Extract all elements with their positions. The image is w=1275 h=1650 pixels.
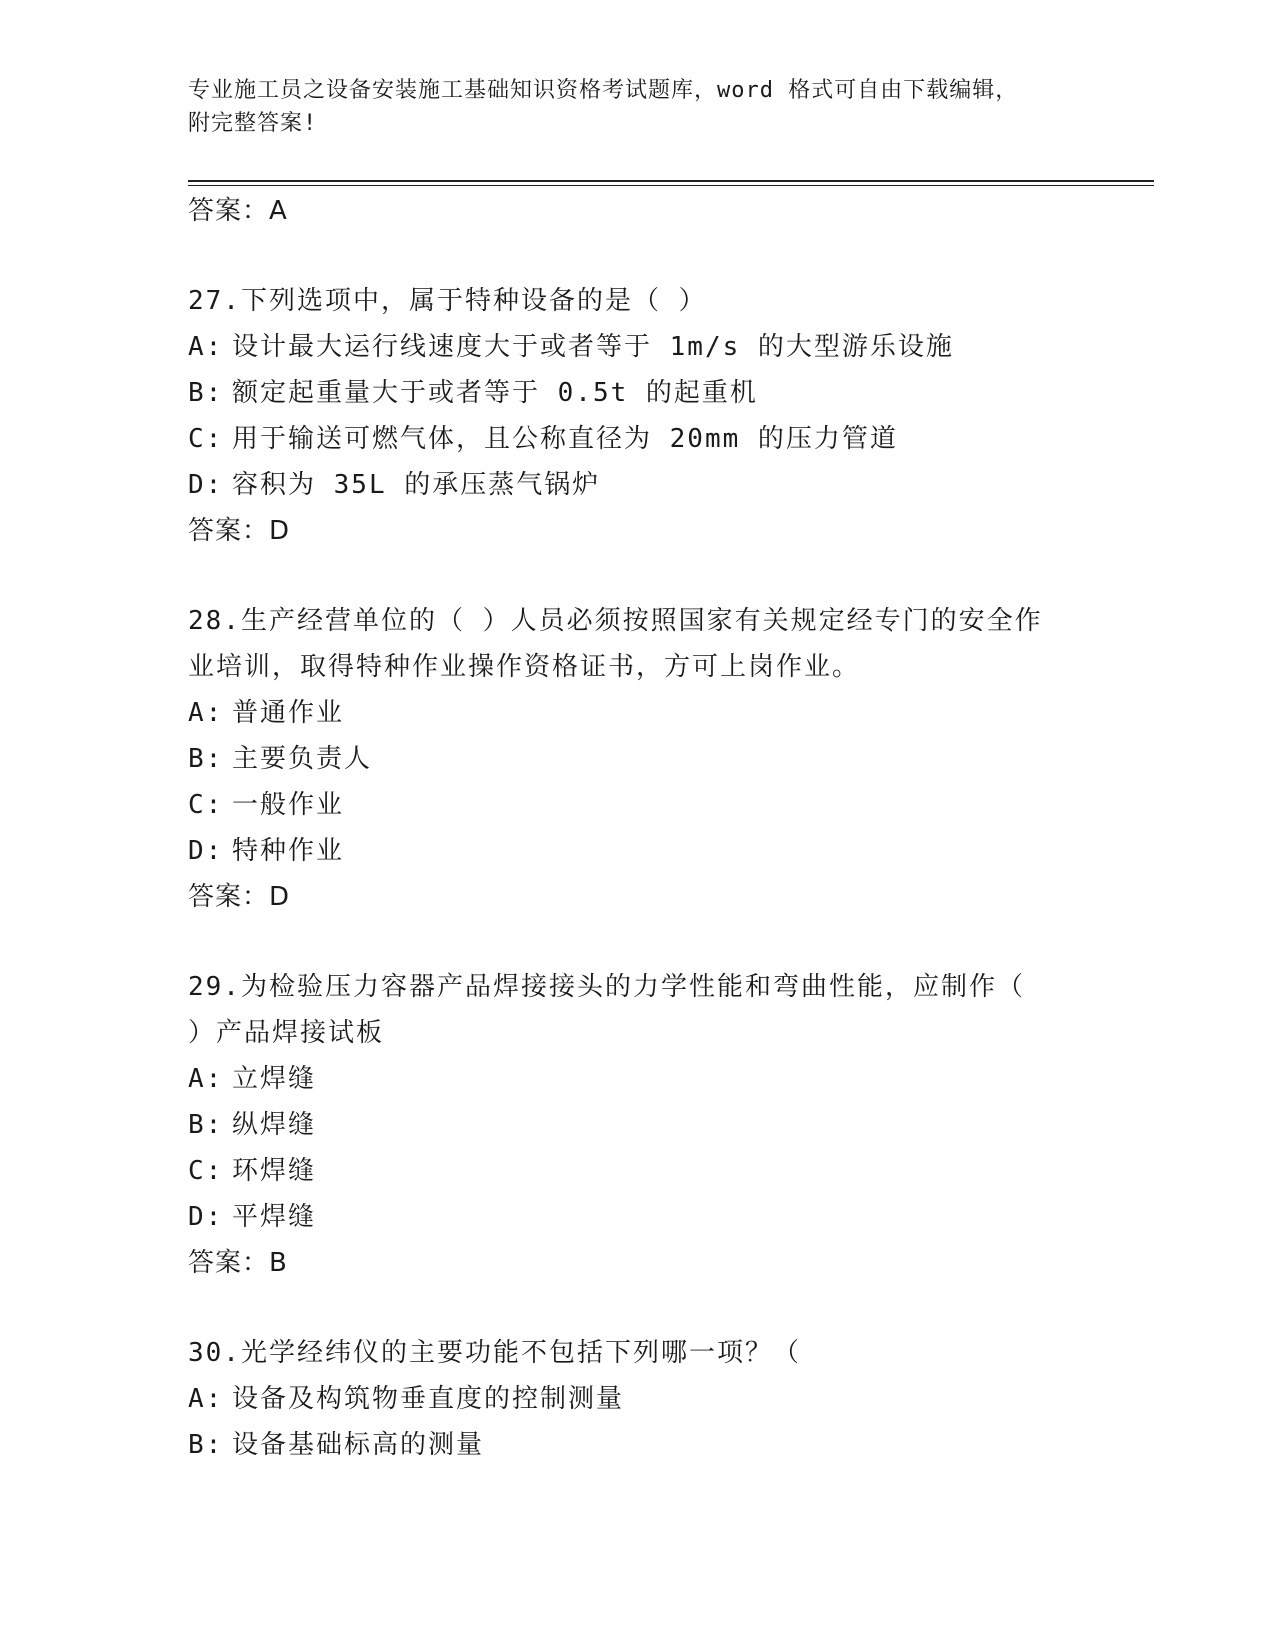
option-b (188, 370, 1088, 416)
option-label: A: (188, 1384, 224, 1414)
question-stem (188, 278, 1088, 324)
previous-answer: 答案：A (188, 196, 288, 226)
header-line-2: 附完整答案! (188, 111, 318, 136)
option-label: B: (188, 744, 224, 774)
option-d (188, 1194, 1088, 1240)
header-line-1: 专业施工员之设备安装施工基础知识资格考试题库，word 格式可自由下载编辑， (188, 78, 1019, 103)
option-a (188, 324, 1088, 370)
question-stem-line: 27.下列选项中，属于特种设备的是（ ） (188, 286, 707, 316)
option-d (188, 828, 1088, 874)
spacer (188, 234, 1088, 278)
document-header (188, 74, 1088, 140)
spacer (188, 554, 1088, 598)
question-stem-line: 28.生产经营单位的（ ）人员必须按照国家有关规定经专门的安全作 (188, 606, 1043, 636)
question-stem-line: 业培训，取得特种作业操作资格证书，方可上岗作业。 (188, 652, 861, 682)
option-text: 设计最大运行线速度大于或者等于 1m/s 的大型游乐设施 (232, 332, 954, 362)
option-label: D: (188, 470, 224, 500)
option-text: 平焊缝 (232, 1202, 317, 1232)
option-text: 普通作业 (232, 698, 345, 728)
option-a (188, 1056, 1088, 1102)
question-stem-line: 30.光学经纬仪的主要功能不包括下列哪一项？（ (188, 1338, 801, 1368)
question-list (188, 188, 1088, 1468)
option-text: 特种作业 (232, 836, 345, 866)
option-label: B: (188, 1430, 224, 1460)
option-b (188, 1102, 1088, 1148)
option-label: A: (188, 1064, 224, 1094)
option-c (188, 782, 1088, 828)
question-29 (188, 964, 1088, 1286)
option-text: 设备基础标高的测量 (232, 1430, 485, 1460)
option-label: D: (188, 836, 224, 866)
question-stem-line: ）产品焊接试板 (188, 1018, 385, 1048)
question-answer: 答案：D (188, 882, 291, 912)
question-stem (188, 1330, 1088, 1376)
option-text: 主要负责人 (232, 744, 373, 774)
option-text: 设备及构筑物垂直度的控制测量 (232, 1384, 625, 1414)
option-label: C: (188, 1156, 224, 1186)
option-a (188, 690, 1088, 736)
question-answer: 答案：B (188, 1248, 288, 1278)
option-text: 环焊缝 (232, 1156, 317, 1186)
question-answer: 答案：D (188, 516, 291, 546)
spacer (188, 920, 1088, 964)
option-label: A: (188, 332, 224, 362)
option-text: 用于输送可燃气体，且公称直径为 20mm 的压力管道 (232, 424, 898, 454)
question-28 (188, 598, 1088, 920)
question-30 (188, 1330, 1088, 1468)
option-label: B: (188, 378, 224, 408)
spacer (188, 1286, 1088, 1330)
option-label: D: (188, 1202, 224, 1232)
question-27 (188, 278, 1088, 554)
option-c (188, 416, 1088, 462)
option-text: 容积为 35L 的承压蒸气锅炉 (232, 470, 601, 500)
option-label: C: (188, 790, 224, 820)
option-label: C: (188, 424, 224, 454)
option-label: B: (188, 1110, 224, 1140)
option-b (188, 1422, 1088, 1468)
option-text: 立焊缝 (232, 1064, 317, 1094)
option-c (188, 1148, 1088, 1194)
option-a (188, 1376, 1088, 1422)
option-d (188, 462, 1088, 508)
option-text: 一般作业 (232, 790, 345, 820)
option-b (188, 736, 1088, 782)
question-stem (188, 964, 1088, 1056)
question-stem-line: 29.为检验压力容器产品焊接接头的力学性能和弯曲性能，应制作（ (188, 972, 1025, 1002)
option-text: 额定起重量大于或者等于 0.5t 的起重机 (232, 378, 758, 408)
header-divider-thin (188, 185, 1154, 186)
option-label: A: (188, 698, 224, 728)
question-stem (188, 598, 1088, 690)
option-text: 纵焊缝 (232, 1110, 317, 1140)
header-divider-thick (188, 180, 1154, 182)
